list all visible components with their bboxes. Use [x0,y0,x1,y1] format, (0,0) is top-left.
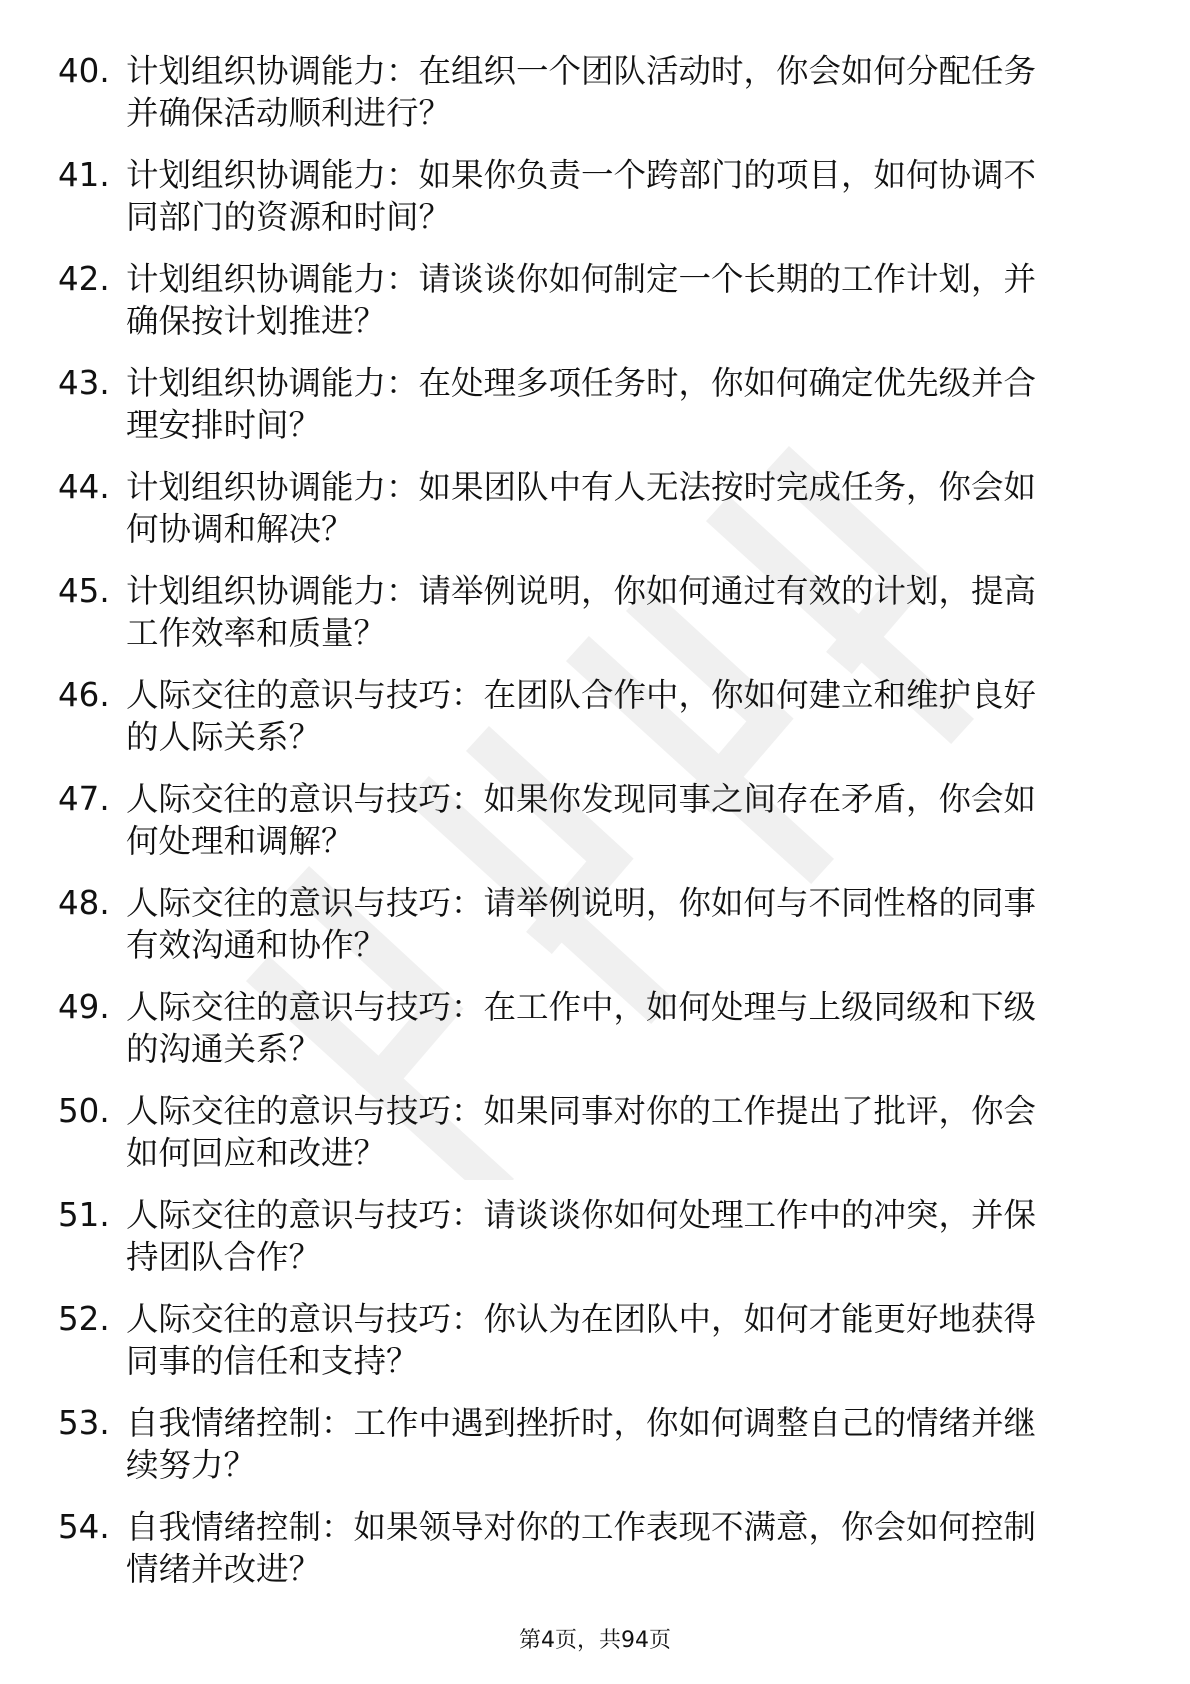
question-item [58,1090,1118,1194]
question-line: 的沟通关系？ [126,1030,322,1068]
question-text [126,570,1170,654]
question-item [58,1194,1118,1298]
question-text [126,882,1170,966]
question-number: 42. [58,260,110,298]
question-text [126,1506,1170,1590]
question-item [58,258,1118,362]
question-line: 自我情绪控制：工作中遇到挫折时，你如何调整自己的情绪并继 [126,1404,1037,1442]
question-item [58,986,1118,1090]
question-line: 情绪并改进？ [126,1550,322,1588]
question-line: 何处理和调解？ [126,822,354,860]
question-number: 49. [58,988,110,1026]
question-text [126,778,1170,862]
question-line: 计划组织协调能力：如果团队中有人无法按时完成任务，你会如 [126,468,1037,506]
question-number: 40. [58,52,110,90]
question-text [126,154,1170,238]
question-item [58,882,1118,986]
question-number: 41. [58,156,110,194]
question-line: 理安排时间？ [126,406,322,444]
question-line: 自我情绪控制：如果领导对你的工作表现不满意，你会如何控制 [126,1508,1037,1546]
question-line: 人际交往的意识与技巧：你认为在团队中，如何才能更好地获得 [126,1300,1037,1338]
question-line: 计划组织协调能力：在组织一个团队活动时，你会如何分配任务 [126,52,1037,90]
question-text [126,362,1170,446]
question-item [58,1298,1118,1402]
question-item [58,778,1118,882]
question-line: 计划组织协调能力：如果你负责一个跨部门的项目，如何协调不 [126,156,1037,194]
question-text [126,986,1170,1070]
question-text [126,1090,1170,1174]
question-text [126,50,1170,134]
question-line: 同部门的资源和时间？ [126,198,452,236]
question-line: 计划组织协调能力：在处理多项任务时，你如何确定优先级并合 [126,364,1037,402]
question-number: 44. [58,468,110,506]
page-number-label: 第4页，共94页 [519,1628,671,1653]
question-line: 确保按计划推进？ [126,302,387,340]
question-line: 如何回应和改进？ [126,1134,387,1172]
question-list [58,50,1118,1610]
question-line: 有效沟通和协作？ [126,926,387,964]
question-line: 的人际关系？ [126,718,322,756]
question-number: 48. [58,884,110,922]
question-line: 何协调和解决？ [126,510,354,548]
question-item [58,674,1118,778]
question-line: 同事的信任和支持？ [126,1342,419,1380]
question-line: 人际交往的意识与技巧：在团队合作中，你如何建立和维护良好 [126,676,1037,714]
question-line: 持团队合作？ [126,1238,322,1276]
page-footer [0,1626,1190,1656]
question-number: 54. [58,1508,110,1546]
question-text [126,258,1170,342]
question-number: 45. [58,572,110,610]
question-item [58,154,1118,258]
question-line: 计划组织协调能力：请谈谈你如何制定一个长期的工作计划，并 [126,260,1037,298]
question-line: 续努力？ [126,1446,257,1484]
question-number: 50. [58,1092,110,1130]
question-item [58,50,1118,154]
question-line: 人际交往的意识与技巧：请举例说明，你如何与不同性格的同事 [126,884,1037,922]
question-line: 人际交往的意识与技巧：如果同事对你的工作提出了批评，你会 [126,1092,1037,1130]
question-text [126,466,1170,550]
question-text [126,674,1170,758]
question-number: 51. [58,1196,110,1234]
question-number: 43. [58,364,110,402]
question-text [126,1194,1170,1278]
question-number: 52. [58,1300,110,1338]
question-item [58,1402,1118,1506]
question-number: 46. [58,676,110,714]
question-item [58,466,1118,570]
question-line: 人际交往的意识与技巧：在工作中，如何处理与上级同级和下级 [126,988,1037,1026]
question-text [126,1298,1170,1382]
question-line: 工作效率和质量？ [126,614,387,652]
question-item [58,362,1118,466]
question-line: 计划组织协调能力：请举例说明，你如何通过有效的计划，提高 [126,572,1037,610]
question-item [58,1506,1118,1610]
question-number: 53. [58,1404,110,1442]
question-number: 47. [58,780,110,818]
question-line: 人际交往的意识与技巧：如果你发现同事之间存在矛盾，你会如 [126,780,1037,818]
question-line: 并确保活动顺利进行？ [126,94,452,132]
question-item [58,570,1118,674]
question-line: 人际交往的意识与技巧：请谈谈你如何处理工作中的冲突，并保 [126,1196,1037,1234]
question-text [126,1402,1170,1486]
